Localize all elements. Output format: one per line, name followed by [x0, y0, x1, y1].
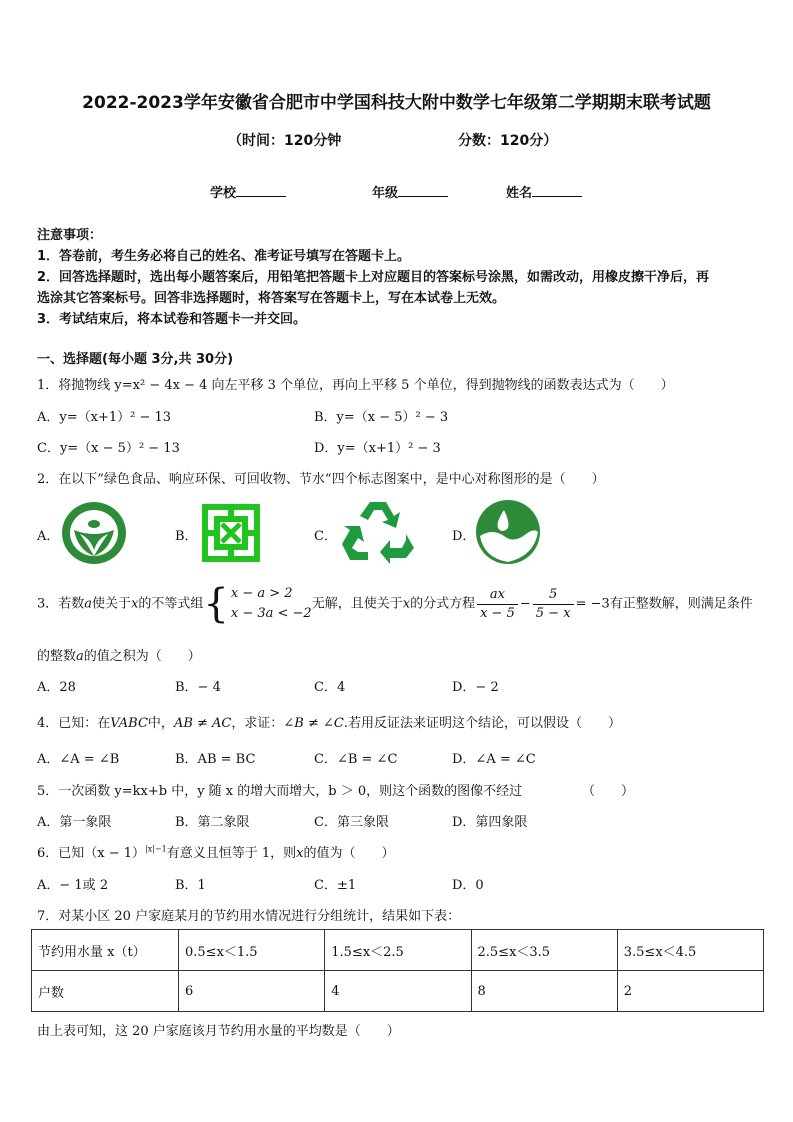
q4-option-c: C．∠B = ∠C [314, 752, 398, 767]
green-food-logo-icon [60, 500, 128, 566]
exam-score: 分数：120分） [458, 133, 558, 149]
q6-option-c: C．±1 [314, 878, 357, 893]
q4-option-d: D．∠A = ∠C [452, 752, 536, 767]
water-table [31, 929, 764, 1012]
table-row [32, 971, 764, 1012]
q1-option-a: A．y=（x+1）² − 13 [37, 410, 172, 425]
q1-option-d: D．y=（x+1）² − 3 [314, 441, 441, 456]
table-cell: 6 [179, 971, 325, 1012]
q3-option-c: C．4 [314, 680, 346, 695]
notice-item: 1．答卷前，考生务必将自己的姓名、准考证号填写在答题卡上。 [37, 249, 411, 264]
q1-option-c: C．y=（x − 5）² − 13 [37, 441, 180, 456]
question-7-after: 由上表可知，这 20 户家庭该月节约用水量的平均数是（ ） [37, 1024, 400, 1039]
question-5-stem: 5．一次函数 y=kx+b 中，y 随 x 的增大而增大，b ＞ 0，则这个函数的图像不经过 [37, 784, 523, 799]
question-2-stem: 2．在以下”绿色食品、响应环保、可回收物、节水“四个标志图案中，是中心对称图形的是（ ） [37, 472, 605, 487]
notice-item: 选涂其它答案标号。回答非选择题时，将答案写在答题卡上，写在本试卷上无效。 [37, 291, 506, 306]
notice-item: 3．考试结束后，将本试卷和答题卡一并交回。 [37, 312, 307, 327]
q2-option-d: D． [452, 529, 476, 544]
table-cell: 2 [617, 971, 763, 1012]
q2-option-b: B． [175, 529, 198, 544]
q5-option-b: B．第二象限 [175, 815, 250, 830]
table-cell: 0.5≤x＜1.5 [179, 930, 325, 971]
q2-option-c: C． [314, 529, 337, 544]
table-cell: 节约用水量 x（t） [32, 930, 179, 971]
q3-option-a: A．28 [37, 680, 76, 695]
recycle-logo-icon [338, 498, 418, 566]
q3-option-d: D．− 2 [452, 680, 499, 695]
table-cell: 3.5≤x＜4.5 [617, 930, 763, 971]
q4-option-a: A．∠A = ∠B [37, 752, 120, 767]
grade-field: 年级 [372, 182, 448, 201]
q6-option-a: A．− 1或 2 [37, 878, 109, 893]
brace-icon: { [203, 581, 229, 627]
exam-title: 2022-2023学年安徽省合肥市中学国科技大附中数学七年级第二学期期末联考试题 [82, 93, 711, 113]
question-5-paren: （ ） [582, 784, 635, 799]
q5-option-c: C．第三象限 [314, 815, 389, 830]
question-4-stem: 4．已知：在VABC中，AB ≠ AC，求证：∠B ≠ ∠C.若用反证法来证明这个结论，可以假设（ ） [37, 716, 621, 731]
section-heading: 一、选择题(每小题 3分,共 30分) [37, 352, 234, 367]
q5-option-a: A．第一象限 [37, 815, 112, 830]
environment-logo-icon [200, 502, 262, 564]
question-1-stem: 1．将抛物线 y=x² − 4x − 4 向左平移 3 个单位，再向上平移 5 个单位，得到抛物线的函数表达式为（ ） [37, 378, 674, 393]
name-field: 姓名 [506, 182, 582, 201]
table-cell: 户数 [32, 971, 179, 1012]
table-cell: 4 [325, 971, 471, 1012]
water-saving-logo-icon [474, 498, 542, 566]
q6-option-b: B．1 [175, 878, 206, 893]
notice-heading: 注意事项： [37, 228, 103, 243]
exam-time: （时间：120分钟 [228, 133, 342, 149]
table-cell: 1.5≤x＜2.5 [325, 930, 471, 971]
q2-option-a: A． [37, 529, 60, 544]
table-cell: 8 [471, 971, 617, 1012]
q3-option-b: B．− 4 [175, 680, 221, 695]
question-3-stem-cont: 的整数a的值之积为（ ） [37, 649, 201, 664]
school-field: 学校 [210, 182, 286, 201]
q1-option-b: B．y=（x − 5）² − 3 [314, 410, 449, 425]
notice-item: 2．回答选择题时，选出每小题答案后，用铅笔把答题卡上对应题目的答案标号涂黑，如需改动，用橡皮擦干净后，再 [37, 270, 710, 285]
q6-option-d: D．0 [452, 878, 484, 893]
question-3-stem: 3．若数a使关于x的不等式组{ x − a > 2 x − 3a < −2 无解，且使关于x的分式方程 $\frac{ax}{x - 5}$ − $\frac{5}{5 - x}$ = −3有正整数解，则满足条件 [37, 581, 753, 627]
q5-option-d: D．第四象限 [452, 815, 528, 830]
question-7-stem: 7．对某小区 20 户家庭某月的节约用水情况进行分组统计，结果如下表： [37, 909, 461, 924]
question-6-stem: 6．已知$(x - 1)^{|x|-1}$有意义且恒等于 1，则x的值为（ ） [37, 844, 395, 861]
q4-option-b: B．AB = BC [175, 752, 256, 767]
table-row [32, 930, 764, 971]
table-cell: 2.5≤x＜3.5 [471, 930, 617, 971]
